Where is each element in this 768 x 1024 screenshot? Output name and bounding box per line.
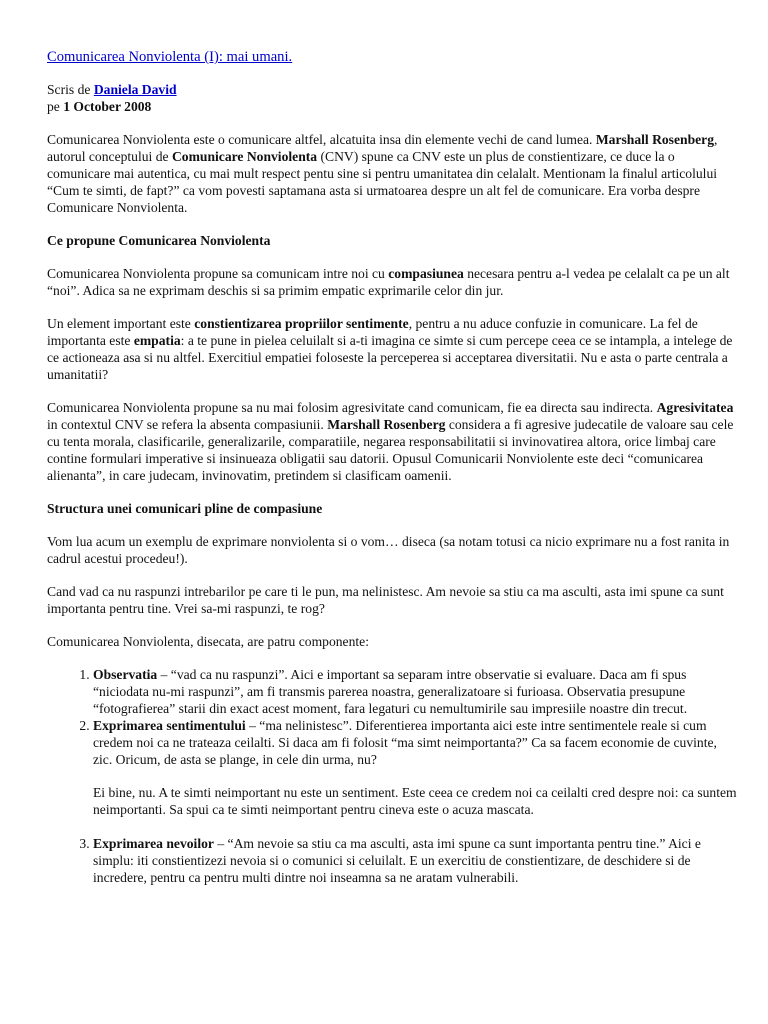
text-run: Comunicarea Nonviolenta, disecata, are patru componente: [47, 634, 369, 649]
text-run: in contextul CNV se refera la absenta compasiunii. [47, 417, 328, 432]
bold-text: Agresivitatea [656, 400, 734, 415]
bold-text: Exprimarea nevoilor [93, 836, 214, 851]
component-paragraph [93, 666, 737, 717]
body-paragraph [47, 633, 737, 650]
body-paragraph [47, 583, 737, 617]
component-paragraph [93, 784, 737, 818]
text-run: – “Am nevoie sa stiu ca ma asculti, asta imi spune ca sunt importanta pentru tine.” Aici e simplu: iti constientizezi nevoia si o comunici si celuilalt. E un exercitiu de constientizare, de deschidere si de incredere, pentru ca pentru multi dintre noi inseamna sa ne aratam vulnerabili. [93, 836, 701, 885]
article-meta [47, 81, 737, 115]
bold-text: Marshall Rosenberg [327, 417, 446, 432]
section-propune-body [47, 265, 737, 484]
section-structura-body [47, 533, 737, 650]
text-run: Ei bine, nu. A te simti neimportant nu este un sentiment. Este ceea ce credem noi ca ceilalti cred despre noi: ca suntem neimportanti. Sa spui ca te simti neimportant pentru cineva este o acuza mascata. [93, 785, 737, 817]
body-paragraph [47, 265, 737, 299]
bold-text: compasiunea [388, 266, 464, 281]
author-link[interactable]: Daniela David [93, 82, 177, 97]
body-paragraph [47, 315, 737, 383]
text-run: , autorul conceptului de [47, 132, 718, 164]
text-run: (CNV) spune ca CNV este un plus de constientizare, ce duce la o comunicare mai autentica, cu mai mult respect pentu sine si pentru umanitatea din celalalt. Mentionam la finalul articolului “Cum te simti, de fapt?” ca vom povesti saptamana asta si urmatoarea despre un alt fel de comunicare. Era vorba despre Comunicare Nonviolenta. [47, 149, 718, 215]
body-paragraph [47, 399, 737, 484]
text-run: , pentru a nu aduce confuzie in comunicare. La fel de importanta este [47, 316, 698, 348]
component-list-item [93, 717, 737, 818]
bold-text: Comunicare Nonviolenta [171, 149, 318, 164]
text-run: Comunicarea Nonviolenta propune sa nu mai folosim agresivitate cand comunicam, fie ea directa sau indirecta. [47, 400, 657, 415]
component-list-item [93, 835, 737, 886]
component-list-item [93, 666, 737, 717]
publish-date [47, 98, 737, 115]
article [47, 48, 737, 886]
section-heading-propune: Ce propune Comunicarea Nonviolenta [47, 233, 271, 248]
text-run: Cand vad ca nu raspunzi intrebarilor pe care ti le pun, ma nelinistesc. Am nevoie sa stiu ca ma asculti, asta imi spune ca sunt importanta pentru tine. Vrei sa-mi raspunzi, te rog? [47, 584, 724, 616]
text-run: Vom lua acum un exemplu de exprimare nonviolenta si o vom… diseca (sa notam totusi ca nicio exprimare nu a fost ranita in cadrul acestui procedeu!). [47, 534, 730, 566]
intro-paragraph [47, 131, 737, 216]
bold-text: Marshall Rosenberg [595, 132, 714, 147]
component-paragraph [93, 835, 737, 886]
bold-text: constientizarea propriilor sentimente [194, 316, 409, 331]
text-run: Un element important este [47, 316, 195, 331]
byline-prefix: Scris de [47, 82, 94, 97]
date-value: 1 October 2008 [63, 99, 152, 114]
text-run: considera a fi agresive judecatile de valoare sau cele cu tenta morala, clasificarile, generalizarile, comparatiile, negarea responsabilitatii si invinovatirea altora, orice limbaj care contine formulari imperative si insinueaza obligatii sau datorii. Opusul Comunicarii Nonviolente este deci “comunicarea alienanta”, in care judecam, invinovatim, pretindem si clasificam oamenii. [47, 417, 734, 483]
text-run: Comunicarea Nonviolenta este o comunicare altfel, alcatuita insa din elemente vechi de cand lumea. [47, 132, 596, 147]
body-paragraph [47, 533, 737, 567]
text-run: – “vad ca nu raspunzi”. Aici e important sa separam intre observatie si evaluare. Daca am fi spus “niciodata nu-mi raspunzi”, am fi transmis parerea noastra, generalizatoare si furioasa. Observatia presupune “fotografierea” starii din exact acest moment, fara legaturi cu nemultumirile sau impresiile noastre din trecut. [93, 667, 688, 716]
bold-text: Exprimarea sentimentului [93, 718, 246, 733]
component-paragraph [93, 717, 737, 768]
text-run: Comunicarea Nonviolenta propune sa comunicam intre noi cu [47, 266, 389, 281]
text-run: necesara pentru a-l vedea pe celalalt ca pe un alt “noi”. Adica sa ne exprimam deschis si sa primim empatic exprimarile celor din jur. [47, 266, 730, 298]
byline [47, 81, 737, 98]
article-title-link[interactable]: Comunicarea Nonviolenta (I): mai umani. [47, 49, 293, 65]
text-run: – “ma nelinistesc”. Diferentierea importanta aici este intre sentimentele reale si cum credem noi ca ne trateaza ceilalti. Si daca am fi folosit “ma simt neimportanta?” Ca sa facem economie de cuvinte, zic. Oricum, de asta se plange, in cele din urma, nu? [93, 718, 717, 767]
section-heading-structura: Structura unei comunicari pline de compasiune [47, 501, 323, 516]
bold-text: empatia [133, 333, 181, 348]
components-list [47, 666, 737, 886]
bold-text: Observatia [93, 667, 158, 682]
text-run: : a te pune in pielea celuilalt si a-ti imagina ce simte si cum percepe ceea ce se intampla, a intelege de ce actioneaza asa si nu altfel. Exercitiul empatiei foloseste la perceperea si acceptarea diversitatii. Nu e asta o parte centrala a umanitatii? [47, 333, 733, 382]
date-prefix: pe [47, 99, 64, 114]
